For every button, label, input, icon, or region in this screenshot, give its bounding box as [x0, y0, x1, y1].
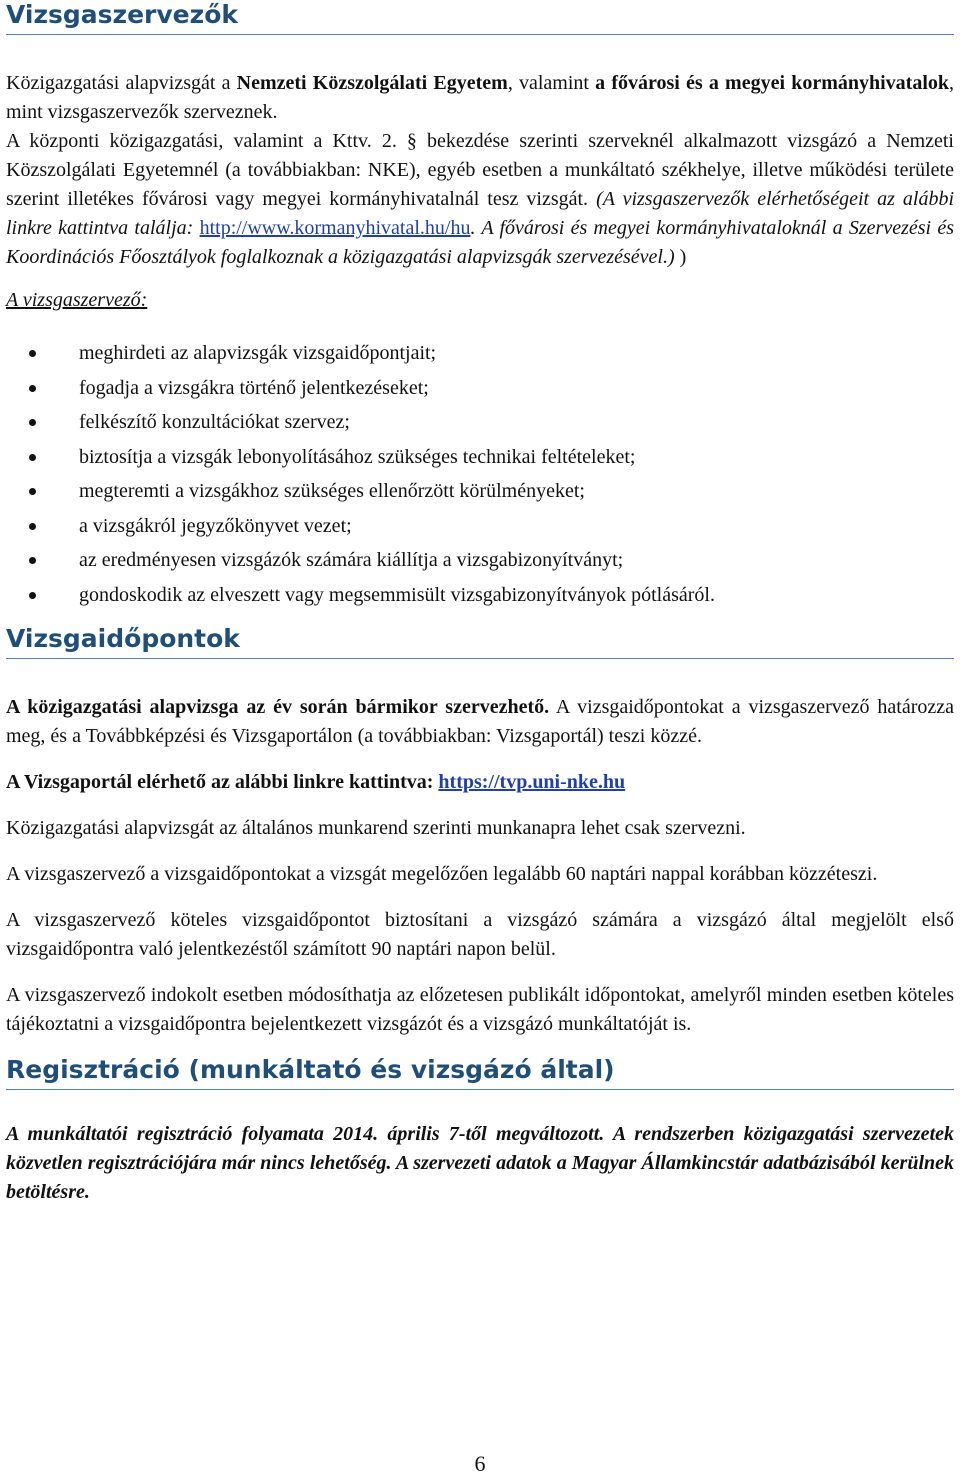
- vizsgaszervezo-subheading: A vizsgaszervező:: [6, 289, 148, 311]
- regisztracio-paragraph: A munkáltatói regisztráció folyamata 2014. április 7-től megváltozott. A rendszerben közigazgatási szervezetek közvetlen regisztrációjára már nincs lehetőség. A szervezeti adatok a Magyar Államkincstár adatbázisából kerülnek betöltésre.: [6, 1123, 954, 1203]
- bullet-icon: [29, 488, 36, 495]
- intro-bold-nke: Nemzeti Közszolgálati Egyetem: [236, 72, 508, 94]
- list-item: felkészítő konzultációkat szervez;: [6, 405, 954, 440]
- document-page: [6, 0, 954, 1207]
- bullet-icon: [29, 592, 36, 599]
- kormanyhivatal-link[interactable]: http://www.kormanyhivatal.hu/hu: [199, 217, 471, 239]
- intro-text: A központi közigazgatási, valamint a Kttv. 2. § bekezdése szerinti szerveknél alkalmazott vizsgázó a Nemzeti Közszolgálati Egyetemnél (a továbbiakban: NKE), egyéb esetben a munkáltató székhelye, illetve működési területe szerint illetékes fővárosi vagy megyei kormányhivatalnál tesz vizsgát.: [6, 130, 954, 210]
- kozzeteteli-paragraph: A vizsgaszervező a vizsgaidőpontokat a vizsgát megelőzően legalább 60 naptári nappal korábban közzéteszi.: [6, 863, 878, 885]
- intro-bold-kormanyhivatalok: a fővárosi és a megyei kormányhivatalok: [595, 72, 949, 94]
- bullet-icon: [29, 454, 36, 461]
- section-heading-regisztracio: Regisztráció (munkáltató és vizsgázó által): [6, 1055, 954, 1090]
- bullet-icon: [29, 350, 36, 357]
- intro-text: , mint vizsgaszervezők szerveznek.: [6, 72, 954, 123]
- list-item: biztosítja a vizsgák lebonyolításához szükséges technikai feltételeket;: [6, 440, 954, 475]
- section-heading-vizsgaszervezok: Vizsgaszervezők: [6, 0, 954, 35]
- intro-italic: (A vizsgaszervezők elérhetőségeit az alábbi linkre kattintva találja:: [6, 188, 954, 239]
- vizsgaportal-paragraph: A Vizsgaportál elérhető az alábbi linkre kattintva: https://tvp.uni-nke.hu: [6, 771, 626, 793]
- bullet-icon: [29, 385, 36, 392]
- list-item: gondoskodik az elveszett vagy megsemmisült vizsgabizonyítványok pótlásáról.: [6, 578, 954, 613]
- page-number: 6: [474, 1451, 486, 1476]
- bullet-icon: [29, 557, 36, 564]
- intro-paragraph: [6, 69, 954, 272]
- vizsgaidopont-paragraph: A közigazgatási alapvizsga az év során bármikor szervezhető. A vizsgaidőpontokat a vizsgaszervező határozza meg, és a Továbbképzési és Vizsgaportálon (a továbbiakban: Vizsgaportál) teszi közzé.: [6, 696, 955, 747]
- list-item: megteremti a vizsgákhoz szükséges ellenőrzött körülményeket;: [6, 474, 954, 509]
- intro-text: , valamint: [507, 72, 596, 94]
- intro-text: ): [674, 246, 687, 268]
- modositas-paragraph: A vizsgaszervező indokolt esetben módosíthatja az előzetesen publikált időpontokat, amelyről minden esetben köteles tájékoztatni a vizsgaidőpontra bejelentkezett vizsgázót és a vizsgázó munkáltatóját is.: [6, 984, 954, 1035]
- list-item: az eredményesen vizsgázók számára kiállítja a vizsgabizonyítványt;: [6, 543, 954, 578]
- idopont-biztositas-paragraph: A vizsgaszervező köteles vizsgaidőpontot biztosítani a vizsgázó számára a vizsgázó által megjelölt első vizsgaidőpontra való jelentkezéstől számított 90 naptári napon belül.: [6, 909, 954, 960]
- intro-italic: . A fővárosi és megyei kormányhivataloknál a Szervezési és Koordinációs Főosztályok foglalkoznak a közigazgatási alapvizsgák szervezésével.): [6, 217, 955, 268]
- intro-text: Közigazgatási alapvizsgát a: [6, 72, 237, 94]
- list-item: fogadja a vizsgákra történő jelentkezéseket;: [6, 371, 954, 406]
- section-heading-vizsgaidopontok: Vizsgaidőpontok: [6, 624, 954, 659]
- bullet-icon: [29, 419, 36, 426]
- vizsgaportal-link[interactable]: https://tvp.uni-nke.hu: [438, 771, 626, 793]
- duties-list: [6, 336, 954, 612]
- list-item: a vizsgákról jegyzőkönyvet vezet;: [6, 509, 954, 544]
- munkanap-paragraph: Közigazgatási alapvizsgát az általános munkarend szerinti munkanapra lehet csak szervezni.: [6, 817, 746, 839]
- bullet-icon: [29, 523, 36, 530]
- list-item: meghirdeti az alapvizsgák vizsgaidőpontjait;: [6, 336, 954, 371]
